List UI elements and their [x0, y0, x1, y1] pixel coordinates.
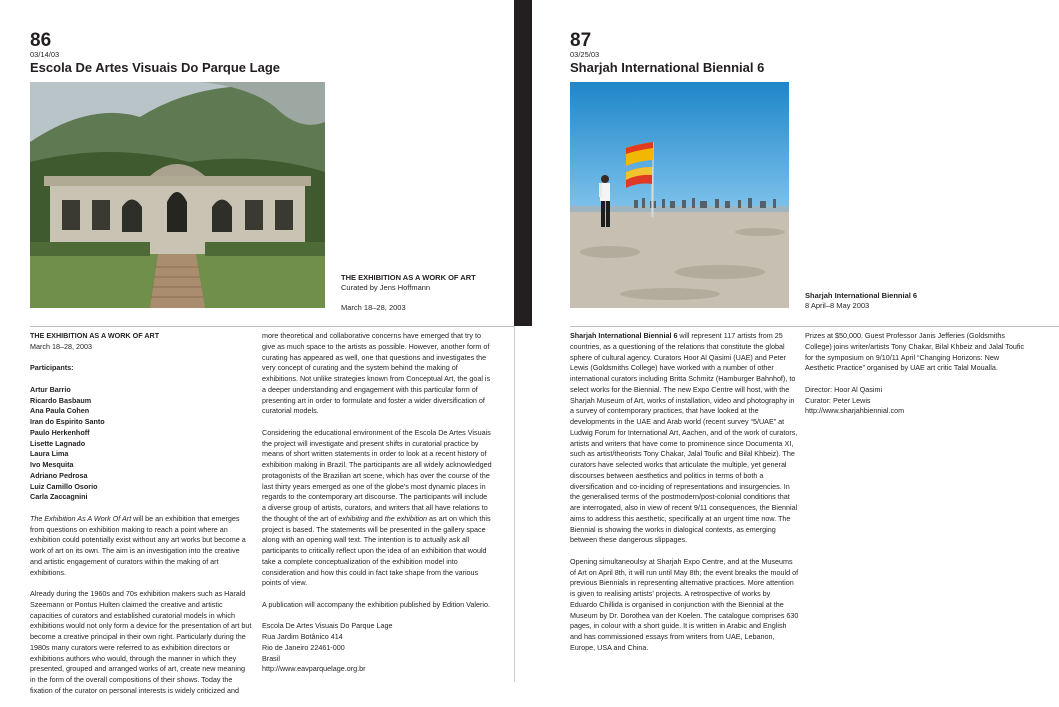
exhibition-dates: March 18–28, 2003: [30, 341, 92, 351]
page-date: 03/14/03: [30, 50, 60, 59]
caption-heading: THE EXHIBITION AS A WORK OF ART: [341, 273, 476, 282]
left-column-1: [30, 331, 252, 707]
biennial-intro-text: will represent 117 artists from 25 countries, as a questioning of the relations that constitute the global sphere of cultural agency. Curators Hoor Al Qasimi (UAE) and Peter Lewis (Goldsmiths College) have worked with a number of other international curators including Britta Schmitz (Hamburger Bahnhof), to select works for the Biennial. The new Expo Centre will host, with the Sharjah Museum of Art, works of installation, video and photography in a survey of contemporary practices, that have looked at the developments in the UAE and Arab world (recent survey “5/UAE” at Ludwig Forum for International Art, Aachen, and of the work of curators, artists and writers that have come to prominence since Documenta XI, such as artist/theorists Tony Chakar, Jalal Toufic and Bilal Khbeiz). The curators have selected works that articulate the multiple, yet general discourses between aesthetics and politics in terms of both a diversification and co-inciding of representations and insurgencies. In the generalised terms of the postmodern/post-colonial conditions that are interrogated, also in view of recent 9/11 consequences, the Biennial aims to address this aesthetic, specifically at an urgent time now. The Biennial is showing the works in dialogical contexts, as emerging between these dangerous slippages.: [570, 331, 798, 545]
education-text-c: as art on which this project is based. The statements will be presented in the gallery space along with an opening wall text. The intention is to actually ask all participants to critically reflect upon the idea of an exhibition that would take a complete conceptualization of the exhibition model into consideration and how this could in fact take shape from the various points of view.: [262, 513, 491, 588]
participant-name: Carla Zaccagnini: [30, 492, 88, 502]
right-column-2: [805, 331, 1030, 417]
section-rule: [570, 326, 1059, 327]
page-number: 86: [30, 30, 52, 51]
biennial-intro-paragraph: [570, 331, 799, 546]
participant-name: Artur Barrio: [30, 384, 71, 394]
curator-line: Curator: Peter Lewis: [805, 395, 871, 405]
participant-name: Lisette Lagnado: [30, 438, 86, 448]
education-italic-2: the exhibition: [384, 513, 428, 523]
history-paragraph: Already during the 1960s and 70s exhibition makers such as Harald Szeemann or Pontus Hulten claimed the creative and artistic capacities of curators and established curatorial models in which exhibitions would not only form a device for the presentation of art but become a creative principal in their own right. Particularly during the 1980s many curators were referred to as exhibition directors or exhibitions authors who would, through the manner in which they presented, grouped and arranged works of art, create new meaning in the form of the overall compositions of their shows. Today the fixation of the curator on personal interests is widely criticized and: [30, 589, 252, 695]
exhibition-heading: THE EXHIBITION AS A WORK OF ART: [30, 331, 160, 340]
page-title: Sharjah International Biennial 6: [570, 60, 765, 75]
education-text-a: Considering the educational environment of the Escola De Artes Visuais the project will investigate and present shifts in curatorial practice by means of short written statements in order to look at a recent history of exhibition making in Brazil. The participants are all widely acknowledged protagonists of the Brazilian art scene, which has over the course of the last thirty years emerged as one of the globe’s most dynamic places in regards to the contemporary art discourse. The participants will include a diverse group of artists, curators, and writers that all have relations to the thought of the art of: [262, 427, 492, 523]
prizes-paragraph: Prizes at $50,000. Guest Professor Janis Jefferies (Goldsmiths College) joins writer/artists Tony Chakar, Bilal Khbeiz and Jalal Toufic for the symposium on 9/10/11 April “Changing Horizons: New Aesthetic Practice” organised by UAE art critic Talal Moualla.: [805, 331, 1025, 373]
curating-paragraph: more theoretical and collaborative concerns have emerged that try to give as much space to the artists as possible. However, another form of curating has appeared as well, one that questions and investigates the very concept of curating and the system behind the making of exhibitions. Not unlike strategies known from Conceptual Art, the goal is a deeper understanding and engagement with this particular form of presenting art in order to formulate and foster a wider diversification of curatorial models.: [262, 331, 491, 416]
participant-name: Adriano Pedrosa: [30, 470, 88, 480]
opening-paragraph: Opening simultaneoulsy at Sharjah Expo Centre, and at the Museums of Art on April 8th, it will run until May 8th; the event breaks the mould of previous Biennials in representing alternative practices. More attention is given to realising artists’ projects. A retrospective of works by Eduardo Chillida is organised in conjunction with the Biennial at the Museum by Dr. Dorothea van der Koelen. The catalogue comprises 630 pages, in colour with a short guide. It is written in Arabic and English and has commissioned essays from writers from UAE, Lebanon, Europe, USA and China.: [570, 556, 799, 652]
right-page: [532, 0, 1059, 682]
sharjah-photo: [570, 82, 789, 308]
page-date: 03/25/03: [570, 50, 600, 59]
website-link[interactable]: http://www.sharjahbiennial.com: [805, 406, 905, 416]
intro-text: will be an exhibition that emerges from questions on exhibition making to reach a point where an exhibition could potentially exist without any art works but become a work of art on its own. The aim is an investigation into the creative and artistic engagement of curators within the making of art exhibitions.: [30, 513, 246, 577]
website-link[interactable]: http://www.eavparquelage.org.br: [262, 664, 366, 674]
publication-paragraph: A publication will accompany the exhibition published by Edition Valerio.: [262, 599, 491, 609]
book-spine: [514, 0, 532, 326]
page-number: 87: [570, 30, 592, 51]
address-line: Escola De Artes Visuais Do Parque Lage: [262, 621, 393, 631]
caption-dates: March 18–28, 2003: [341, 303, 406, 312]
parque-lage-photo: [30, 82, 325, 308]
education-paragraph: [262, 428, 492, 589]
biennial-name: Sharjah International Biennial 6: [570, 331, 678, 340]
address-block: [262, 621, 492, 675]
participant-name: Ricardo Basbaum: [30, 395, 92, 405]
participants-list: [30, 385, 252, 503]
participant-name: Iran do Espirito Santo: [30, 417, 105, 426]
address-line: Rua Jardim Botânico 414: [262, 632, 343, 641]
intro-paragraph: [30, 514, 252, 579]
education-italic-1: exhibiting: [338, 513, 369, 523]
participant-name: Ana Paula Cohen: [30, 406, 90, 416]
participant-name: Laura Lima: [30, 449, 69, 459]
page-title: Escola De Artes Visuais Do Parque Lage: [30, 60, 280, 75]
address-line: Brasil: [262, 653, 280, 663]
participant-name: Luiz Camillo Osorio: [30, 481, 98, 491]
address-line: Rio de Janeiro 22461-000: [262, 642, 345, 652]
caption-heading: Sharjah International Biennial 6: [805, 291, 918, 300]
caption-curator: Curated by Jens Hoffmann: [341, 283, 431, 292]
participant-name: Paulo Herkenhoff: [30, 427, 90, 437]
director-line: Director: Hoor Al Qasimi: [805, 384, 883, 394]
left-page: [0, 0, 514, 695]
participant-name: Ivo Mesquita: [30, 460, 74, 469]
caption-dates: 8 April–8 May 2003: [805, 301, 870, 310]
exhibition-caption: [341, 273, 511, 313]
right-column-1: [570, 331, 799, 664]
intro-italic: The Exhibition As A Work Of Art: [30, 513, 132, 523]
gutter-line: [514, 326, 515, 682]
education-text-b: and: [368, 513, 385, 523]
biennial-caption: [805, 291, 1025, 311]
left-column-2: [262, 331, 492, 675]
section-rule: [30, 326, 514, 327]
participants-label: Participants:: [30, 363, 74, 373]
